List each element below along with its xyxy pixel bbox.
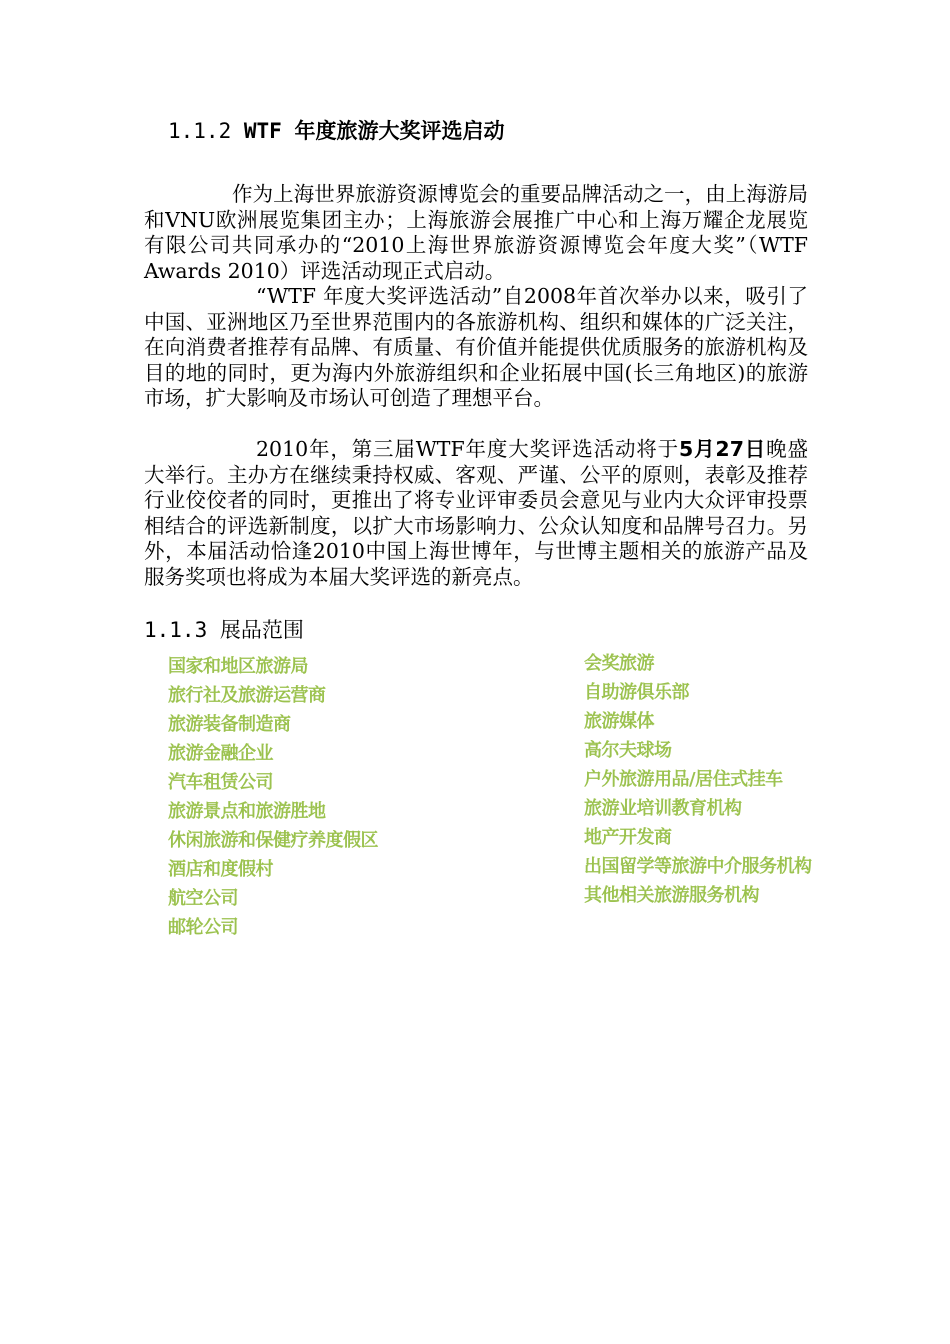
exhibit-item: 休闲旅游和保健疗养度假区 (168, 830, 378, 851)
exhibit-item: 旅行社及旅游运营商 (168, 685, 326, 706)
section-heading-1-1-3 (144, 616, 304, 644)
exhibit-item: 户外旅游用品/居住式挂车 (584, 769, 783, 790)
exhibit-item: 其他相关旅游服务机构 (584, 885, 759, 906)
exhibit-item: 旅游金融企业 (168, 743, 273, 764)
paragraph-intro: 作为上海世界旅游资源博览会的重要品牌活动之一，由上海游局和VNU欧洲展览集团主办；上海旅游会展推广中心和上海万耀企龙展览有限公司共同承办的“2010上海世界旅游资源博览会年度大奖”（WTF Awards 2010）评选活动现正式启动。 (144, 182, 808, 283)
exhibit-item: 国家和地区旅游局 (168, 656, 308, 677)
exhibit-item: 出国留学等旅游中介服务机构 (584, 856, 812, 877)
event-date: 5月27日 (678, 437, 767, 461)
exhibit-item: 地产开发商 (584, 827, 672, 848)
exhibit-item: 旅游景点和旅游胜地 (168, 801, 326, 822)
exhibit-item: 会奖旅游 (584, 653, 654, 674)
section-heading-1-1-2 (168, 117, 504, 145)
section-title: WTF 年度旅游大奖评选启动 (243, 119, 505, 143)
paragraph-text-end: 晚盛大举行。主办方在继续秉持权威、客观、严谨、公平的原则，表彰及推荐行业佼佼者的同时，更推出了将专业评审委员会意见与业内大众评审投票相结合的评选新制度，以扩大市场影响力、公众认知度和品牌号召力。另外，本届活动恰逢2010中国上海世博年，与世博主题相关的旅游产品及服务奖项也将成为本届大奖评选的新亮点。 (144, 437, 808, 589)
exhibit-item: 邮轮公司 (168, 917, 238, 938)
exhibit-item: 旅游媒体 (584, 711, 654, 732)
exhibit-item: 航空公司 (168, 888, 238, 909)
paragraph-history: “WTF 年度大奖评选活动”自2008年首次举办以来，吸引了中国、亚洲地区乃至世界范围内的各旅游机构、组织和媒体的广泛关注，在向消费者推荐有品牌、有质量、有价值并能提供优质服务的旅游机构及目的地的同时，更为海内外旅游组织和企业拓展中国(长三角地区)的旅游市场，扩大影响及市场认可创造了理想平台。 (144, 284, 808, 411)
exhibit-item: 汽车租赁公司 (168, 772, 273, 793)
section-number: 1.1.2 (168, 119, 232, 143)
exhibit-list-left (168, 652, 378, 942)
exhibit-item: 旅游装备制造商 (168, 714, 291, 735)
exhibit-item: 旅游业培训教育机构 (584, 798, 742, 819)
exhibit-item: 酒店和度假村 (168, 859, 273, 880)
exhibit-item: 高尔夫球场 (584, 740, 672, 761)
paragraph-text-start: 2010年，第三届WTF年度大奖评选活动将于 (256, 437, 679, 461)
exhibit-item: 自助游俱乐部 (584, 682, 689, 703)
section-number: 1.1.3 (144, 618, 208, 642)
exhibit-list-right (584, 649, 812, 910)
paragraph-2010-event (144, 437, 808, 591)
section-title: 展品范围 (219, 618, 304, 642)
